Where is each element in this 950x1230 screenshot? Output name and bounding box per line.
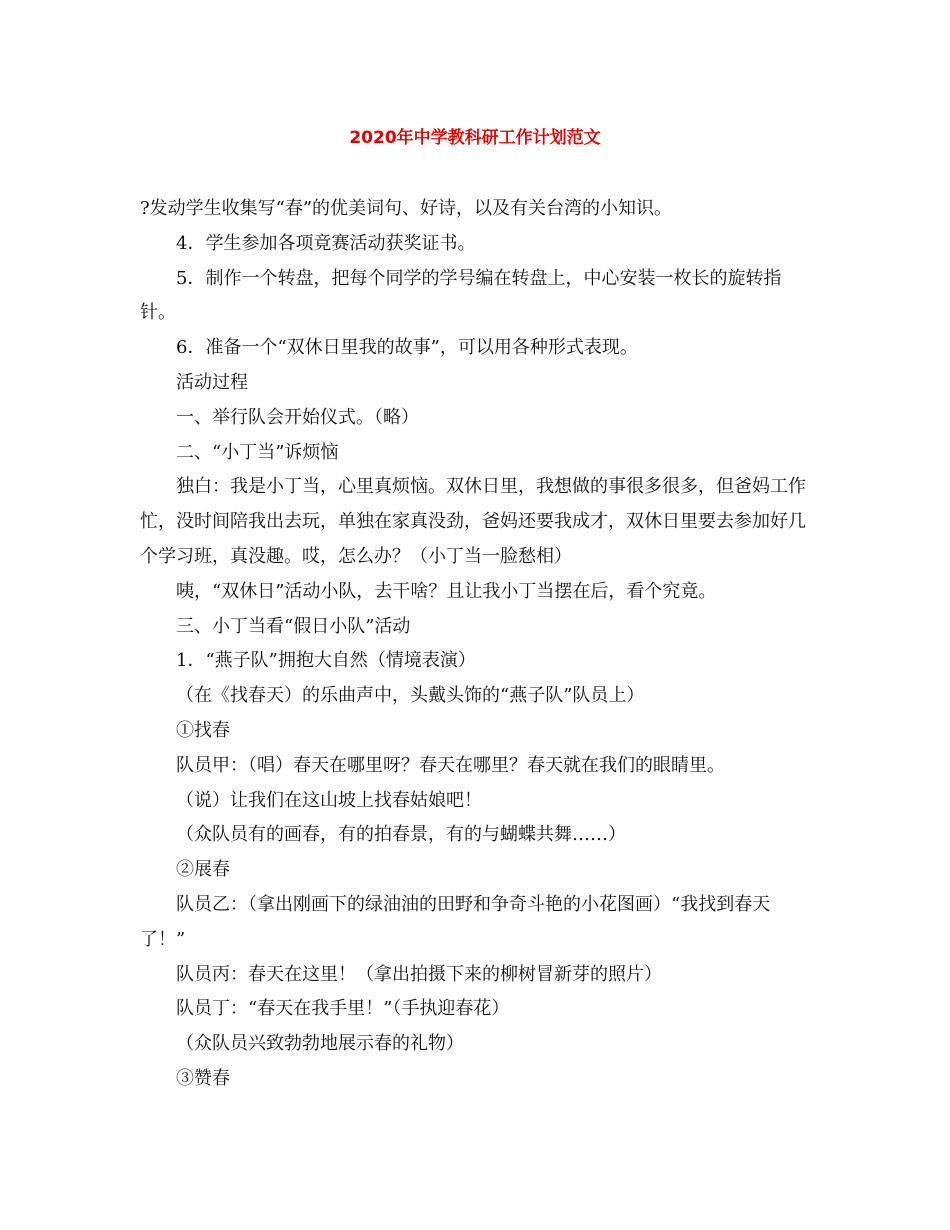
paragraph: （在《找春天）的乐曲声中，头戴头饰的“燕子队”队员上） [176,685,645,707]
paragraph: 队员丁：“春天在我手里！”（手执迎春花） [176,998,510,1020]
paragraph: ②展春 [176,859,230,881]
paragraph: 一、举行队会开始仪式。（略） [176,406,419,428]
paragraph: 队员甲：（唱）春天在哪里呀？春天在哪里？春天就在我们的眼睛里。 [176,754,725,776]
paragraph: 队员丙：春天在这里！（拿出拍摄下来的柳树冒新芽的照片） [176,963,662,985]
section-heading: 三、小丁当看“假日小队”活动 [176,615,411,637]
section-heading: 活动过程 [176,371,248,393]
paragraph: 5．制作一个转盘，把每个同学的学号编在转盘上，中心安装一枚长的旋转指针。 [140,267,782,324]
paragraph: 6．准备一个“双休日里我的故事”，可以用各种形式表现。 [176,337,638,359]
paragraph: （众队员兴致勃勃地展示春的礼物） [176,1033,464,1055]
document-body [140,192,815,1097]
document-title: 2020年中学教科研工作计划范文 [349,128,601,148]
paragraph: ③赞春 [176,1067,230,1089]
paragraph: ?发动学生收集写“春”的优美词句、好诗，以及有关台湾的小知识。 [140,198,673,219]
paragraph: 1．“燕子队”拥抱大自然（情境表演） [176,650,476,672]
paragraph: 独白：我是小丁当，心里真烦恼。双休日里，我想做的事很多很多，但爸妈工作忙，没时间陪我出去玩，单独在家真没劲，爸妈还要我成才，双休日里要去参加好几个学习班，真没趣。哎，怎么办？（小丁当一脸愁相） [140,476,806,567]
paragraph: 咦，“双休日”活动小队，去干啥？且让我小丁当摆在后，看个究竟。 [176,580,717,602]
paragraph: 4．学生参加各项竟赛活动获奖证书。 [176,232,476,254]
paragraph: （说）让我们在这山坡上找春姑娘吧！ [176,789,482,811]
paragraph: 队员乙：（拿出刚画下的绿油油的田野和争奇斗艳的小花图画）“我找到春天了！” [140,893,771,950]
paragraph: ①找春 [176,719,230,741]
section-heading: 二、“小丁当”诉烦恼 [176,441,339,463]
paragraph: （众队员有的画春，有的拍春景，有的与蝴蝶共舞……） [176,824,626,846]
